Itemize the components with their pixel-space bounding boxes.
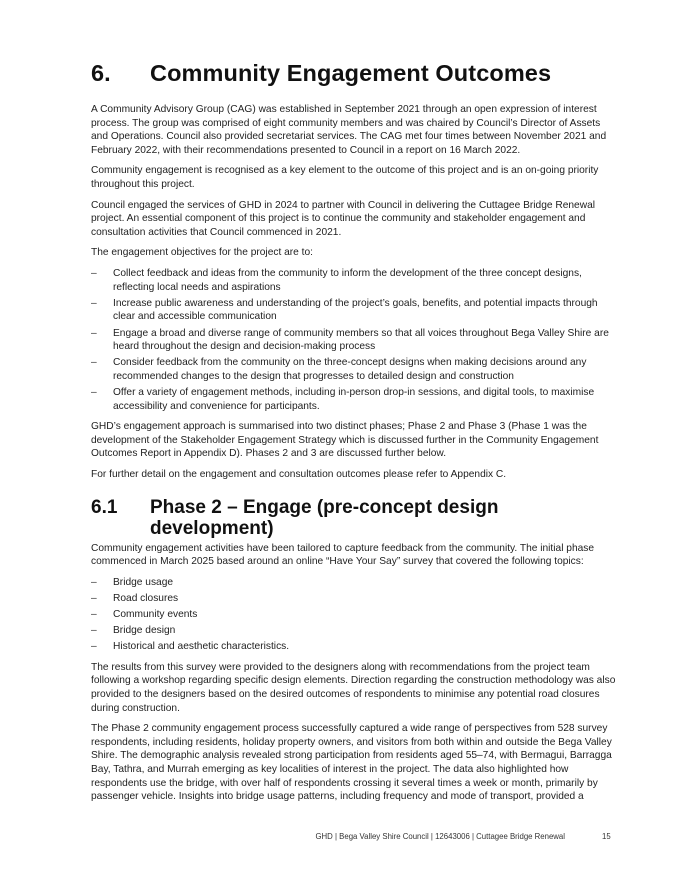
paragraph-priority: Community engagement is recognised as a key element to the outcome of this project and is an on-going priority throughout this project. [91, 165, 599, 190]
list-item-text: Bridge usage [113, 576, 174, 588]
list-item-text: Community events [113, 609, 198, 620]
list-item [91, 592, 616, 606]
paragraph-objectives-intro: The engagement objectives for the project are to: [91, 247, 313, 259]
list-item-text: Collect feedback and ideas from the community to inform the development of the three concept designs, reflecting local needs and aspirations [113, 267, 582, 293]
dash-bullet-icon: – [91, 357, 97, 369]
dash-bullet-icon: – [91, 609, 97, 620]
subsection-number: 6.1 [91, 496, 118, 518]
dash-bullet-icon: – [91, 576, 97, 588]
dash-bullet-icon: – [91, 387, 97, 399]
paragraph-approach: GHD’s engagement approach is summarised into two distinct phases; Phase 2 and Phase 3 (Phase 1 was the development of the Stakeholder Engagement Strategy which is discussed further in the Community Engagement Outcomes Report in Appendix D). Phases 2 and 3 are discussed further below. [91, 421, 599, 460]
objectives-list [91, 267, 616, 413]
paragraph-phase2-outcomes: The Phase 2 community engagement process successfully captured a wide range of perspectives from 528 survey respondents, including residents, holiday property owners, and visitors from both within and outside the Bega Valley Shire. The demographic analysis revealed strong participation from residents aged 55–74, with Bermagui, Barragga Bay, Tathra, and Murrah emerging as key localities of interest in the project. The data also highlighted how respondents use the bridge, with over half of respondents crossing it several times a week or month, primarily by passenger vehicle. Insights into bridge usage patterns, including frequency and mode of transport, provided a [91, 723, 612, 803]
dash-bullet-icon: – [91, 592, 97, 604]
list-item [91, 297, 616, 324]
document-page [91, 58, 616, 811]
section-title: Community Engagement Outcomes [150, 60, 552, 86]
list-item-text: Engage a broad and diverse range of community members so that all voices throughout Bega Valley Shire are heard throughout the design and decision-making process [113, 327, 609, 353]
list-item [91, 640, 616, 654]
paragraph-cag: A Community Advisory Group (CAG) was established in September 2021 through an open expression of interest process. The group was comprised of eight community members and was chaired by Council’s Director of Assets and Operations. Council also provided secretariat services. The CAG met four times between November 2021 and February 2022, with their recommendations presented to Council in a report on 16 March 2022. [91, 104, 607, 156]
list-item [91, 576, 616, 590]
list-item [91, 386, 616, 413]
list-item-text: Historical and aesthetic characteristics. [113, 641, 290, 653]
list-item-text: Road closures [113, 592, 179, 604]
section-heading [91, 58, 616, 88]
dash-bullet-icon: – [91, 625, 97, 637]
paragraph-ghd-engaged: Council engaged the services of GHD in 2024 to partner with Council in delivering the Cuttagee Bridge Renewal project. An essential component of this project is to continue the community and stakeholder engagement and consultation activities that Council commenced in 2021. [91, 199, 596, 238]
dash-bullet-icon: – [91, 267, 97, 279]
survey-topics-list [91, 576, 616, 654]
dash-bullet-icon: – [91, 327, 97, 339]
list-item [91, 327, 616, 354]
subsection-heading [91, 497, 616, 539]
list-item-text: Increase public awareness and understanding of the project’s goals, benefits, and potential impacts through clear and accessible communication [113, 297, 598, 323]
page-number: 15 [602, 832, 611, 841]
list-item-text: Bridge design [113, 625, 176, 637]
list-item-text: Consider feedback from the community on the three-concept designs when making decisions around any recommended changes to the design that progresses to detailed design and construction [113, 357, 587, 382]
paragraph-appendix-reference: For further detail on the engagement and consultation outcomes please refer to Appendix C. [91, 469, 507, 481]
section-number: 6. [91, 60, 111, 86]
list-item [91, 267, 616, 294]
paragraph-survey-results: The results from this survey were provided to the designers along with recommendations from the project team following a workshop regarding specific design elements. Direction regarding the construction methodology was also provided to the designers based on the desired outcomes of respondents to minimise any potential road closures during construction. [91, 661, 616, 714]
dash-bullet-icon: – [91, 297, 97, 309]
list-item [91, 608, 616, 622]
list-item-text: Offer a variety of engagement methods, including in-person drop-in sessions, and digital tools, to maximise accessibility and convenience for participants. [113, 387, 595, 412]
list-item [91, 624, 616, 638]
subsection-title: Phase 2 – Engage (pre-concept design development) [150, 496, 499, 539]
dash-bullet-icon: – [91, 641, 97, 653]
list-item [91, 356, 616, 383]
footer-text: GHD | Bega Valley Shire Council | 12643006 | Cuttagee Bridge Renewal [315, 832, 565, 841]
paragraph-phase2-intro: Community engagement activities have been tailored to capture feedback from the community. The initial phase commenced in March 2025 based around an online “Have Your Say” survey that covered the following topics: [91, 542, 595, 568]
